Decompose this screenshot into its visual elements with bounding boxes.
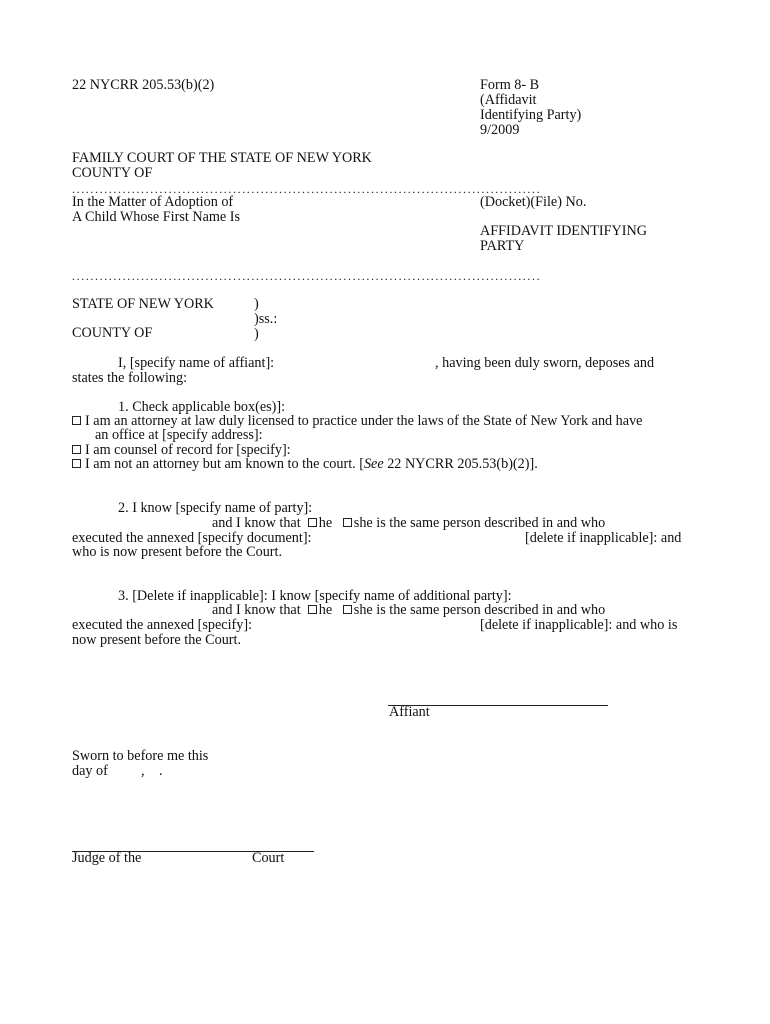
item2-he-she — [212, 516, 605, 531]
form-line: 9/2009 — [480, 122, 520, 138]
title-line1: AFFIDAVIT IDENTIFYING — [480, 223, 647, 239]
venue-ss — [254, 297, 277, 342]
intro-affiant: I, [specify name of affiant]: — [118, 355, 275, 371]
item1-option-not-attorney — [72, 457, 538, 472]
caption-dotted-rule-top: ...................................................................................................... — [72, 182, 542, 196]
item2-present: who is now present before the Court. — [72, 544, 283, 560]
item2-executed: executed the annexed [specify document]: — [72, 530, 312, 546]
affiant-label: Affiant — [389, 704, 430, 720]
item1-opt1-text: I am an attorney at law duly licensed to practice under the laws of the State of New York and have — [85, 413, 643, 429]
jurat-comma: , — [141, 763, 145, 779]
rule-citation: 22 NYCRR 205.53(b)(2) — [72, 77, 215, 93]
judge-court: Court — [252, 850, 285, 866]
item2-inapplicable: [delete if inapplicable]: and — [525, 530, 682, 546]
jurat-line1: Sworn to before me this — [72, 748, 209, 764]
item1-opt3-after: 22 NYCRR 205.53(b)(2)]. — [383, 456, 538, 472]
item2-know-that: and I know that — [212, 515, 301, 531]
form-line: Identifying Party) — [480, 107, 582, 123]
court-heading — [72, 151, 372, 181]
item3-know-that: and I know that — [212, 602, 301, 618]
matter-line1: In the Matter of Adoption of — [72, 194, 234, 210]
form-line: (Affidavit — [480, 92, 537, 108]
item3-inapplicable: [delete if inapplicable]: and who is — [480, 617, 678, 633]
checkbox-counsel[interactable] — [72, 445, 81, 454]
jurat-day-of: day of — [72, 763, 108, 779]
item1-heading: 1. Check applicable box(es)]: — [118, 399, 286, 415]
item3-he-she — [212, 603, 605, 618]
checkbox-item3-he[interactable] — [308, 605, 317, 614]
venue-paren: ) — [254, 296, 259, 312]
venue-ss-label: )ss.: — [254, 311, 278, 327]
court-line1: FAMILY COURT OF THE STATE OF NEW YORK — [72, 150, 372, 166]
venue-state: STATE OF NEW YORK — [72, 296, 214, 312]
court-line2: COUNTY OF — [72, 165, 153, 181]
venue-county: COUNTY OF — [72, 325, 153, 341]
caption-dotted-rule-bottom: ...................................................................................................... — [72, 269, 542, 283]
intro-sworn: , having been duly sworn, deposes and — [435, 355, 655, 371]
item3-he: he — [318, 602, 333, 618]
item3-heading: 3. [Delete if inapplicable]: I know [specify name of additional party]: — [118, 588, 512, 604]
judge-label: Judge of the — [72, 850, 142, 866]
item1-opt3-see: See — [363, 456, 384, 472]
checkbox-item3-she[interactable] — [343, 605, 352, 614]
item1-opt1-line2: an office at [specify address]: — [95, 427, 263, 443]
venue-paren: ) — [254, 326, 259, 342]
title-line2: PARTY — [480, 238, 525, 254]
item3-she-rest: she is the same person described in and who — [353, 602, 606, 618]
checkbox-attorney[interactable] — [72, 416, 81, 425]
item2-heading: 2. I know [specify name of party]: — [118, 500, 313, 516]
docket-label: (Docket)(File) No. — [480, 194, 587, 210]
item3-executed: executed the annexed [specify]: — [72, 617, 253, 633]
checkbox-item2-he[interactable] — [308, 518, 317, 527]
form-number-block — [480, 78, 581, 138]
form-line: Form 8- B — [480, 77, 540, 93]
matter-line2: A Child Whose First Name Is — [72, 209, 241, 225]
affidavit-title — [480, 224, 647, 254]
item2-he: he — [318, 515, 333, 531]
checkbox-item2-she[interactable] — [343, 518, 352, 527]
item1-opt2-text: I am counsel of record for [specify]: — [85, 442, 291, 458]
jurat-period: . — [159, 763, 163, 779]
intro-line2: states the following: — [72, 370, 188, 386]
item3-present: now present before the Court. — [72, 632, 242, 648]
checkbox-not-attorney[interactable] — [72, 459, 81, 468]
matter-of — [72, 195, 240, 225]
item1-opt3-before: I am not an attorney but am known to the court. [ — [85, 456, 364, 472]
item2-she-rest: she is the same person described in and who — [353, 515, 606, 531]
